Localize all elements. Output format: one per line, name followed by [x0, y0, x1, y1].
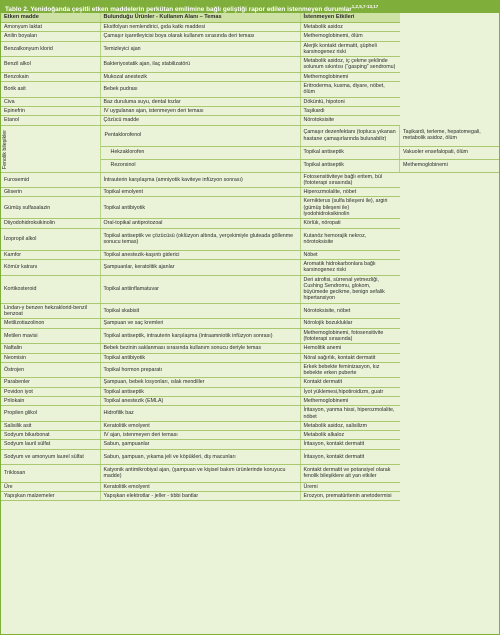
cell-products: Temizleyici ajan	[100, 41, 300, 57]
cell-agent: Rezorsinol	[100, 159, 300, 172]
cell-agent: Kamfor	[1, 250, 100, 259]
cell-effects: Nörotoksisite, nöbet	[300, 303, 400, 319]
cell-effects: Hiperozmolalite, nöbet	[300, 188, 400, 197]
cell-products: Sabun, şampuan, yıkama jeli ve köpükleri, diş macunları	[100, 449, 300, 464]
cell-effects: Metabolik asidoz, iç çekme şeklinde solunum sıkıntısı (“gasping” sendromu)	[300, 57, 400, 73]
cell-effects: Kernikterus (sulfa bileşeni ile), argiri (gümüş bileşeni ile) lyodohidroksikinolin	[300, 197, 400, 219]
group-label-cell	[1, 125, 100, 172]
cell-effects: Deri atrofisi, sürrenal yetmezliği, Cushing Sendromu, glokom, büyümede gecikme, benign sefalik hipertansiyon	[300, 275, 400, 303]
table-row	[1, 23, 499, 32]
cell-effects: Nöbet	[300, 250, 400, 259]
table-row	[1, 188, 499, 197]
cell-products: Katyonik antimikrobiyal ajan, (şampuan ve kişisel bakım ürünlerinde koruyucu madde)	[100, 464, 300, 482]
cell-agent: Epinefrin	[1, 106, 100, 115]
table-row	[1, 219, 499, 228]
cell-effects: Methemoglobinemi, ölüm	[300, 32, 400, 41]
cell-effects: Fotosensitiviteye bağlı eritem, bül (fototerapi sırasında)	[300, 172, 400, 188]
adverse-effects-table	[1, 13, 499, 501]
table-row	[1, 431, 499, 440]
cell-products: Topikal antibiyotik	[100, 353, 300, 362]
cell-products: Şampuan ve saç kremleri	[100, 319, 300, 328]
cell-effects: Kutanöz hemorajik nekroz, nörotoksisite	[300, 228, 400, 250]
table-row	[1, 362, 499, 378]
table-row	[1, 406, 499, 422]
cell-agent: Kortikosteroid	[1, 275, 100, 303]
cell-effects: Methemoglobinemi	[300, 396, 400, 405]
cell-effects: Methemoglobinemi	[400, 159, 500, 172]
cell-agent: Yapışkan malzemeler	[1, 492, 100, 501]
table-row	[1, 275, 499, 303]
table-row	[1, 72, 499, 81]
cell-agent: Sodyum lauril sülfat	[1, 440, 100, 449]
cell-products: Çamaşır dezenfektanı (topluca yıkanan hastane çamaşırlarında bulunabilir)	[300, 125, 400, 146]
cell-products: Baz duruluma suyu, dental tozlar	[100, 97, 300, 106]
cell-agent: Triklosan	[1, 464, 100, 482]
cell-effects: Aromatik hidrokarbonlara bağlı karsinogenez riski	[300, 259, 400, 275]
cell-products: Topikal antiinflamatuvar	[100, 275, 300, 303]
table-row	[1, 116, 499, 125]
cell-effects: Kontakt dermatit ve potansiyel olarak fenolik bileşiklere ait yan etkiler	[300, 464, 400, 482]
cell-agent: Furosemid	[1, 172, 100, 188]
table-row	[1, 464, 499, 482]
table-row	[1, 482, 499, 491]
cell-products: Bebek bezinin saklanması sırasında kullanım sonucu deriyle temas	[100, 344, 300, 353]
table-row	[1, 197, 499, 219]
cell-products: Çözücü madde	[100, 116, 300, 125]
table-row	[1, 344, 499, 353]
table-row	[1, 492, 499, 501]
cell-products: Keratolitik emolyent	[100, 482, 300, 491]
cell-agent: Östrojen	[1, 362, 100, 378]
cell-effects: İritasyon, yanma hissi, hiperozmolalite, nöbet	[300, 406, 400, 422]
cell-agent: Gümüş sulfasalazin	[1, 197, 100, 219]
cell-products: Topikal emolyent	[100, 188, 300, 197]
cell-effects: Metabolik asidoz, salisilizm	[300, 421, 400, 430]
table-row	[1, 328, 499, 344]
cell-effects: Erkek bebekte feminizasyon, kız bebekte erken puberte	[300, 362, 400, 378]
cell-products: İntrauterin karşılaşma (amniyotik kaviteye infüzyon sonrası)	[100, 172, 300, 188]
cell-agent: Benzalkonyum klorid	[1, 41, 100, 57]
cell-effects: Hemolitik anemi	[300, 344, 400, 353]
table-body	[1, 23, 499, 501]
cell-effects: Alerjik kontakt dermatit, şüpheli karsinogenez riski	[300, 41, 400, 57]
group-label: Fenolik bileşikler	[2, 130, 8, 170]
cell-agent: Hekzaklorofen	[100, 146, 300, 159]
cell-effects: Döküntü, hipotoni	[300, 97, 400, 106]
table-row	[1, 303, 499, 319]
cell-agent: Propilen glikol	[1, 406, 100, 422]
cell-effects: İritasyon, kontakt dermatit	[300, 440, 400, 449]
cell-effects: Erozyon, prematüritenin anetodermisi	[300, 492, 400, 501]
cell-agent: Lindan-γ benzen hekzaklorid-benzil benzoat	[1, 303, 100, 319]
cell-effects: Nörolojik bozukluklar	[300, 319, 400, 328]
cell-agent: Gliserin	[1, 188, 100, 197]
cell-products: Topikal hormon preparatı	[100, 362, 300, 378]
cell-agent: Anilin boyaları	[1, 32, 100, 41]
header-agent: Etken madde	[1, 13, 100, 23]
table-row	[1, 97, 499, 106]
cell-agent: Etanol	[1, 116, 100, 125]
table-row	[1, 82, 499, 98]
cell-effects: Kontakt dermatit	[300, 378, 400, 387]
cell-products: Topikal anestezik-kaşıntı giderici	[100, 250, 300, 259]
table-row	[1, 250, 499, 259]
table-row	[1, 440, 499, 449]
table-row	[1, 396, 499, 405]
table-row	[1, 449, 499, 464]
table-row	[1, 259, 499, 275]
cell-agent: Salisilik asit	[1, 421, 100, 430]
header-effects: İstenmeyen Etkileri	[300, 13, 400, 23]
cell-agent: Kömür katranı	[1, 259, 100, 275]
table-row	[1, 106, 499, 115]
cell-products: Keratolitik emolyent	[100, 421, 300, 430]
cell-products: Şampuan, bebek losyonları, ıslak mendiller	[100, 378, 300, 387]
cell-agent: Amonyum laktat	[1, 23, 100, 32]
cell-effects: Methemoglobinemi, fotosensitivite (fototerapi sırasında)	[300, 328, 400, 344]
cell-effects: Nörotoksisite	[300, 116, 400, 125]
cell-agent: Pentaklorofenol	[100, 125, 300, 146]
cell-agent: Povidon iyot	[1, 387, 100, 396]
cell-agent: İzopropil alkol	[1, 228, 100, 250]
cell-effects: Methemoglobinemi	[300, 72, 400, 81]
table-row	[1, 387, 499, 396]
cell-agent: Neomisin	[1, 353, 100, 362]
cell-products: Bebek pudrası	[100, 82, 300, 98]
cell-effects: Metabolik alkaloz	[300, 431, 400, 440]
cell-effects: Vakuoler ensefalopati, ölüm	[400, 146, 500, 159]
cell-effects: Üremi	[300, 482, 400, 491]
cell-effects: İritasyon, kontakt dermatit	[300, 449, 400, 464]
table-row	[1, 319, 499, 328]
cell-effects: Taşikardi, terleme, hepatomegali, metabolik asidoz, ölüm	[400, 125, 500, 146]
cell-agent: Benzokain	[1, 72, 100, 81]
cell-agent: Civa	[1, 97, 100, 106]
cell-products: Oral-topikal antiprotozoal	[100, 219, 300, 228]
cell-effects: Taşikardi	[300, 106, 400, 115]
cell-products: Ekstfolyan nemlendirici, gıda katkı maddesi	[100, 23, 300, 32]
table-title-refs: 1,2,5,7-13,17	[351, 4, 379, 9]
table-header-row	[1, 13, 499, 23]
cell-products: Hidrofilik baz	[100, 406, 300, 422]
cell-effects: Metabolik asidoz	[300, 23, 400, 32]
cell-products: Mukozal anestezik	[100, 72, 300, 81]
cell-agent: Benzil alkol	[1, 57, 100, 73]
cell-effects: Körlük, nöropati	[300, 219, 400, 228]
table-row	[1, 41, 499, 57]
cell-agent: Parabenler	[1, 378, 100, 387]
table-row	[1, 378, 499, 387]
cell-products: Bakteriyostatik ajan, ilaç stabilizatörü	[100, 57, 300, 73]
cell-products: Çamaşır işaretleyicisi boya olarak kullanım sırasında deri teması	[100, 32, 300, 41]
table-row	[1, 32, 499, 41]
cell-products: Topikal anestezik (EMLA)	[100, 396, 300, 405]
cell-products: Topikal antiseptik	[300, 159, 400, 172]
cell-products: Topikal antiseptik ve çözücüsü (oklüzyon altında, yerçekimiyle gluteada göllenme sonucu temas)	[100, 228, 300, 250]
cell-agent: Üre	[1, 482, 100, 491]
table-row	[1, 125, 499, 146]
cell-agent: Sodyum bikarbonat	[1, 431, 100, 440]
cell-agent: Sodyum ve amonyum laurel sülfat	[1, 449, 100, 464]
cell-products: Topikal skabisit	[100, 303, 300, 319]
cell-products: Topikal antiseptik	[100, 387, 300, 396]
cell-agent: Naftalin	[1, 344, 100, 353]
table-title-text: Tablo 2. Yenidoğanda çeşitli etken maddelerin perkütan emilimine bağlı geliştiği rapor edilen istenmeyen durumlar	[5, 6, 352, 13]
cell-agent: Metilizotiazolinon	[1, 319, 100, 328]
table-row	[1, 172, 499, 188]
cell-products: Topikal antiseptik, intrauterin karşılaşma (intraamniotik infüzyon sonrası)	[100, 328, 300, 344]
table-row	[1, 421, 499, 430]
table-row	[1, 353, 499, 362]
cell-agent: Diiyodohidroksikinolin	[1, 219, 100, 228]
cell-products: Şampuanlar, keratolitik ajanlar	[100, 259, 300, 275]
cell-effects: Eritroderma, kusma, diyare, nöbet, ölüm	[300, 82, 400, 98]
cell-products: IV ajan, istenmeyen deri teması	[100, 431, 300, 440]
cell-agent: Metilen mavisi	[1, 328, 100, 344]
cell-effects: İyot yüklemesi,hipotiroidizm, guatr	[300, 387, 400, 396]
cell-agent: Borik asit	[1, 82, 100, 98]
cell-products: Sabun, şampuanlar	[100, 440, 300, 449]
cell-agent: Prilokain	[1, 396, 100, 405]
cell-products: Topikal antiseptik	[300, 146, 400, 159]
table-row	[1, 57, 499, 73]
cell-products: IV uygulanan ajan, istenmeyen deri teması	[100, 106, 300, 115]
table-row	[1, 228, 499, 250]
cell-products: Topikal antibiyotik	[100, 197, 300, 219]
table-title	[1, 1, 499, 13]
header-products: Bulunduğu Ürünler - Kullanım Alanı – Temas	[100, 13, 300, 23]
cell-products: Yapışkan elektrotlar - jeller - tıbbi bantlar	[100, 492, 300, 501]
cell-effects: Nöral sağırlık, kontakt dermatit	[300, 353, 400, 362]
